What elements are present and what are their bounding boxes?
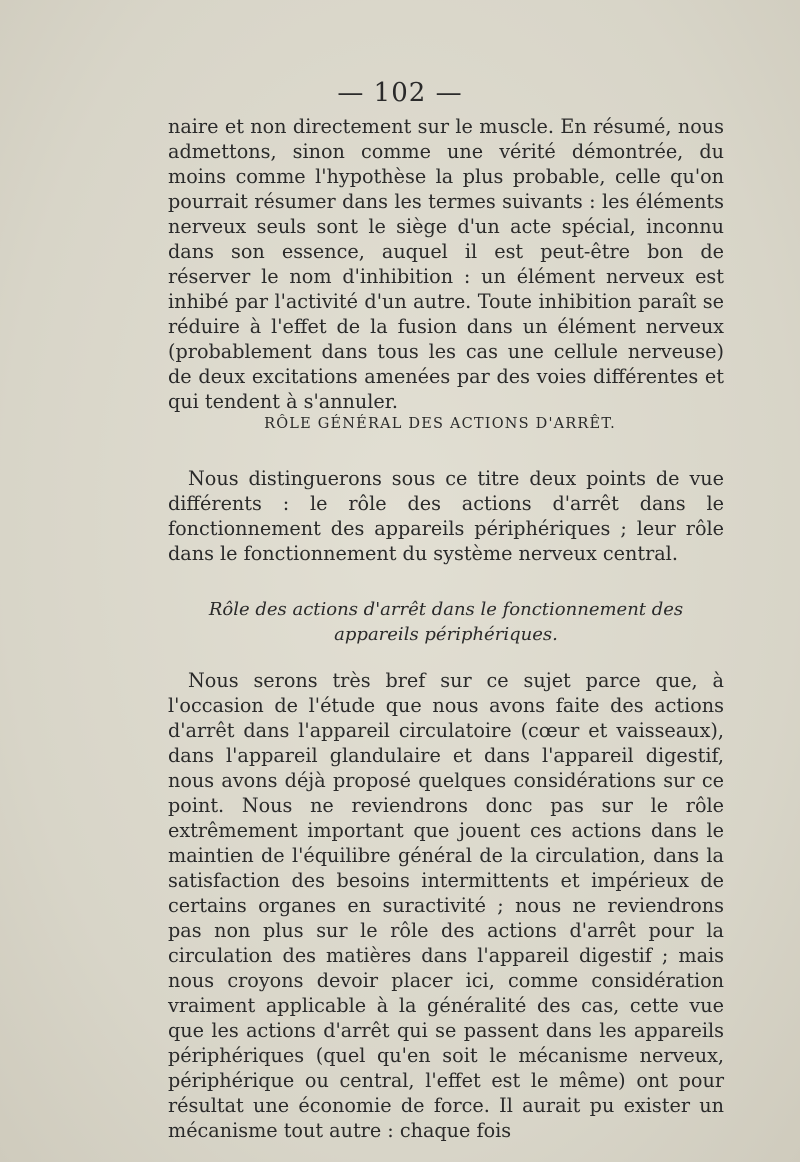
paragraph-text: naire et non directement sur le muscle. En résumé, nous admettons, sinon comme une vérité démontrée, du moins comme l'hypothèse la plus probable, celle qu'on pourrait résumer dans les termes suivants : les éléments nerveux seuls sont le siège d'un acte spécial, inconnu dans son essence, auquel il est peut-être bon de réserver le nom d'inhibition : un élément nerveux est inhibé par l'activité d'un autre. Toute inhibition paraît se réduire à l'effet de la fusion dans un élément nerveux (probablement dans tous les cas une cellule nerveuse) de deux excitations amenées par des voies différentes et qui tendent à s'annuler. — [168, 115, 724, 413]
subsection-heading: Rôle des actions d'arrêt dans le fonctionnement des appareils périphériques. — [208, 599, 684, 645]
paragraph-text: Nous distinguerons sous ce titre deux points de vue différents : le rôle des actions d'arrêt dans le fonctionnement des appareils périphériques ; leur rôle dans le fonctionnement du système nerveux central. — [168, 467, 724, 565]
paragraph-body — [168, 668, 724, 1143]
section-heading: RÔLE GÉNÉRAL DES ACTIONS D'ARRÊT. — [264, 416, 616, 432]
paragraph-intro — [168, 466, 724, 566]
paragraph-text: Nous serons très bref sur ce sujet parce que, à l'occasion de l'étude que nous avons faite des actions d'arrêt dans l'appareil circulatoire (cœur et vaisseaux), dans l'appareil glandulaire et dans l'appareil digestif, nous avons déjà proposé quelques considérations sur ce point. Nous ne reviendrons donc pas sur le rôle extrêmement important que jouent ces actions dans le maintien de l'équilibre général de la circulation, dans la satisfaction des besoins intermittents et impérieux de certains organes en suractivité ; nous ne reviendrons pas non plus sur le rôle des actions d'arrêt pour la circulation des matières dans l'appareil digestif ; mais nous croyons devoir placer ici, comme considération vraiment applicable à la généralité des cas, cette vue que les actions d'arrêt qui se passent dans les appareils périphériques (quel qu'en soit le mécanisme nerveux, périphérique ou central, l'effet est le même) ont pour résultat une économie de force. Il aurait pu exister un mécanisme tout autre : chaque fois — [168, 669, 724, 1142]
paragraph-continuation — [168, 114, 724, 414]
page-number: — 102 — — [337, 78, 463, 108]
